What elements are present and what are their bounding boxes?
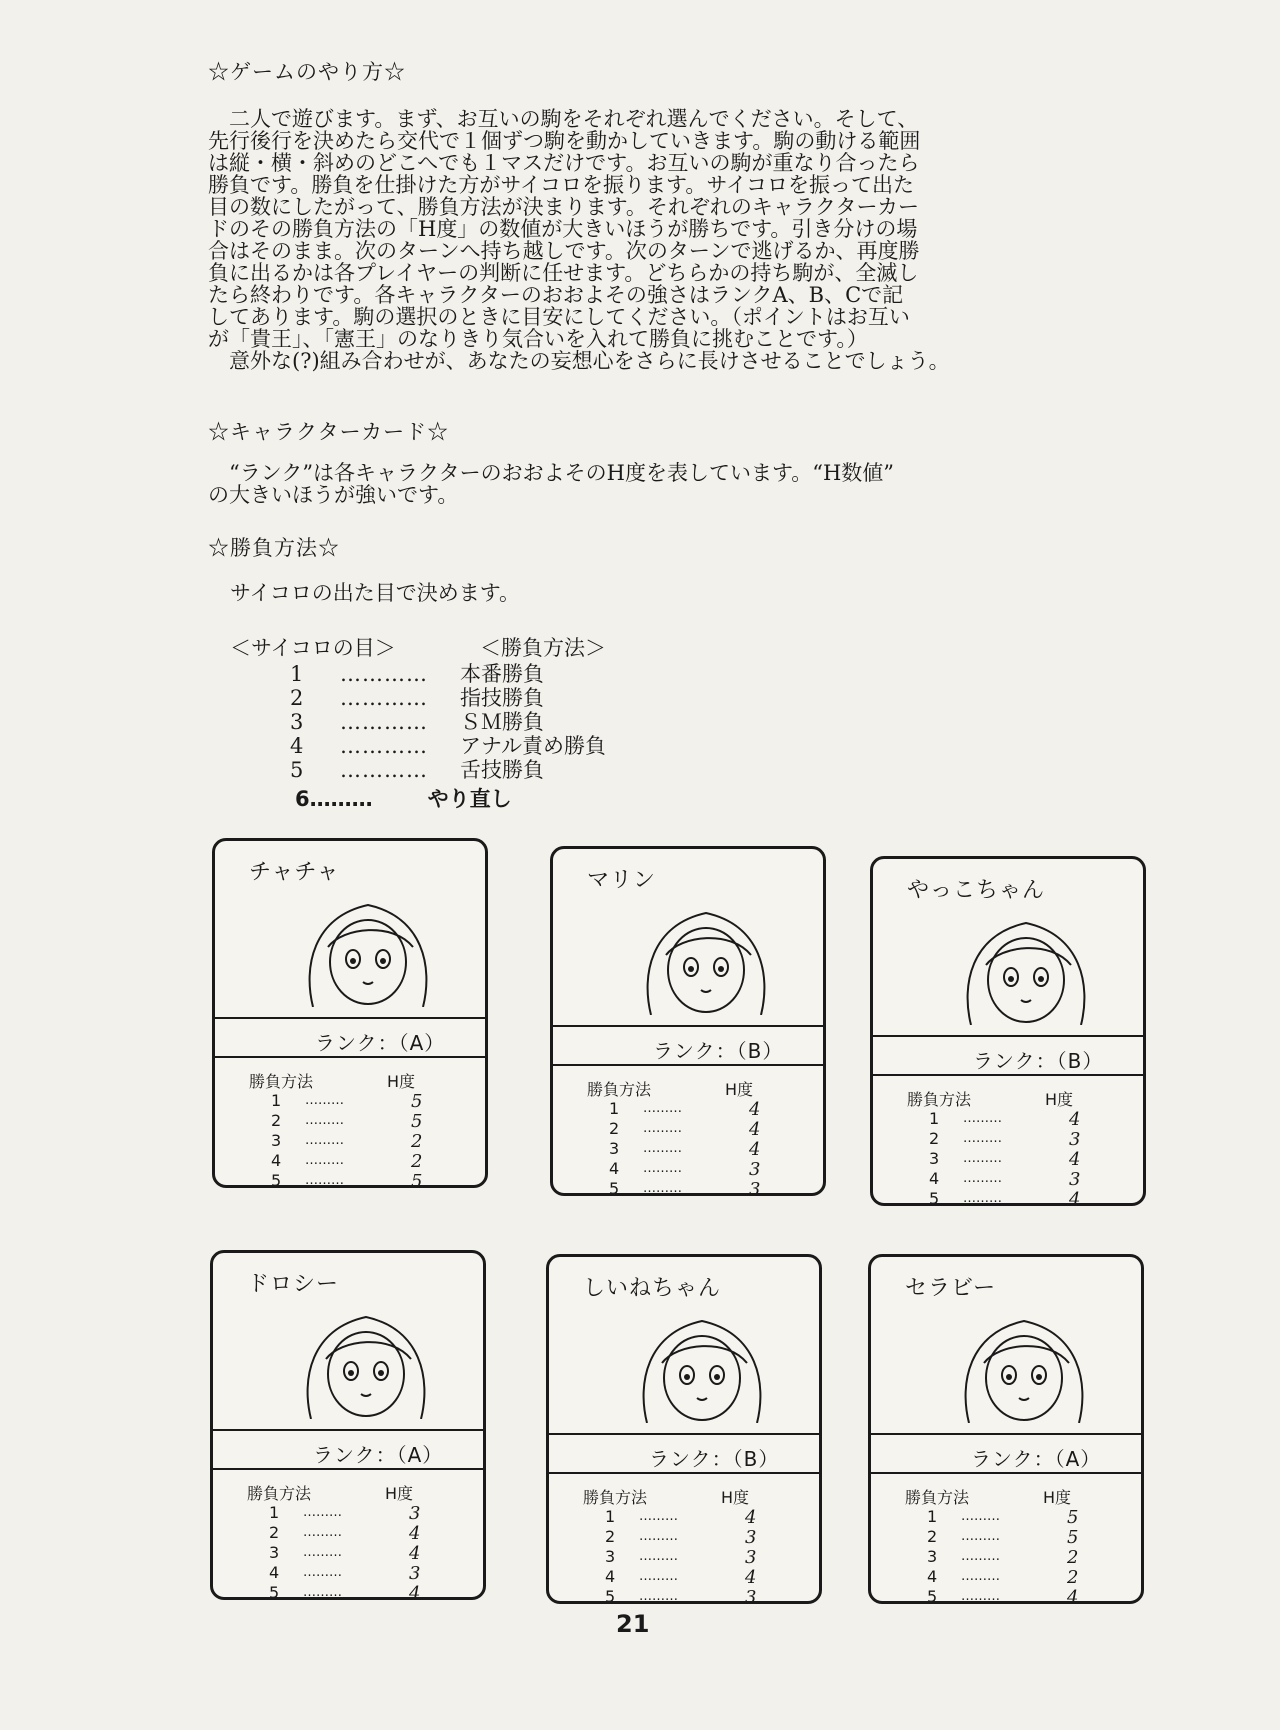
text-line: 二人で遊びます。まず、お互いの駒をそれぞれ選んでください。そして、 bbox=[208, 107, 919, 131]
divider bbox=[873, 1035, 1143, 1037]
text-line: は縦・横・斜めのどこへでも１マスだけです。お互いの駒が重なり合ったら bbox=[208, 151, 920, 175]
h-degree-value: 3 bbox=[409, 1503, 421, 1524]
character-card-text bbox=[208, 462, 1068, 506]
card-row bbox=[269, 1523, 429, 1543]
leader-dots: ……… bbox=[305, 1093, 344, 1108]
h-degree-value: 5 bbox=[1067, 1507, 1079, 1528]
card-table-header bbox=[587, 1077, 807, 1100]
h-degree-value: 4 bbox=[409, 1543, 421, 1564]
character-portrait bbox=[271, 1299, 461, 1419]
card-row bbox=[929, 1129, 1089, 1149]
battle-method: ＳＭ勝負 bbox=[460, 710, 544, 734]
battle-method: やり直し bbox=[427, 787, 512, 811]
card-row bbox=[269, 1503, 429, 1523]
card-row bbox=[609, 1179, 769, 1199]
method-number: 3 bbox=[269, 1543, 280, 1562]
leader-dots: ………… bbox=[340, 734, 428, 758]
leader-dots: ……… bbox=[309, 787, 373, 811]
card-table bbox=[609, 1099, 769, 1199]
h-degree-value: 4 bbox=[1069, 1149, 1081, 1170]
method-number: 2 bbox=[609, 1119, 620, 1138]
leader-dots: ……… bbox=[305, 1113, 344, 1128]
card-row bbox=[927, 1547, 1087, 1567]
h-degree-value: 3 bbox=[745, 1527, 757, 1548]
divider bbox=[215, 1017, 485, 1019]
divider bbox=[549, 1433, 819, 1435]
method-number: 3 bbox=[927, 1547, 938, 1566]
character-card bbox=[550, 846, 826, 1200]
card-row bbox=[609, 1119, 769, 1139]
character-rank: ランク：（A） bbox=[315, 1031, 446, 1055]
leader-dots: ……… bbox=[963, 1111, 1002, 1126]
battle-method: アナル責め勝負 bbox=[460, 734, 606, 758]
h-degree-value: 5 bbox=[1067, 1527, 1079, 1548]
h-degree-value: 3 bbox=[1069, 1169, 1081, 1190]
character-card bbox=[868, 1254, 1144, 1608]
character-rank: ランク：（B） bbox=[653, 1039, 784, 1063]
h-degree-value: 4 bbox=[749, 1099, 761, 1120]
text-line: 負に出るかは各プレイヤーの判断に任せます。どちらかの持ち駒が、全滅し bbox=[208, 261, 919, 285]
character-rank: ランク：（B） bbox=[649, 1447, 780, 1471]
leader-dots: ……… bbox=[303, 1505, 342, 1520]
card-row bbox=[271, 1171, 431, 1191]
method-number: 1 bbox=[609, 1099, 620, 1118]
leader-dots: ……… bbox=[643, 1161, 682, 1176]
divider bbox=[873, 1074, 1143, 1076]
text-line: が「貴王」、「憲王」のなりきり気合いを入れて勝負に挑むことです。） bbox=[208, 327, 868, 351]
h-degree-value: 4 bbox=[409, 1583, 421, 1604]
h-degree-value: 4 bbox=[1069, 1109, 1081, 1130]
h-degree-value: 4 bbox=[749, 1119, 761, 1140]
method-number: 2 bbox=[929, 1129, 940, 1148]
leader-dots: ……… bbox=[303, 1545, 342, 1560]
divider bbox=[871, 1472, 1141, 1474]
battle-method-intro: サイコロの出た目で決めます。 bbox=[230, 581, 521, 605]
card-table-header bbox=[905, 1485, 1125, 1508]
method-column-label: 勝負方法 bbox=[249, 1072, 314, 1091]
h-degree-value: 5 bbox=[411, 1111, 423, 1132]
leader-dots: ……… bbox=[643, 1141, 682, 1156]
dice-number: 2 bbox=[290, 686, 304, 710]
dice-row bbox=[290, 658, 606, 686]
text-line: “ランク”は各キャラクターのおおよそのH度を表しています。“H数値” bbox=[208, 461, 895, 485]
character-card bbox=[210, 1250, 486, 1604]
leader-dots: ……… bbox=[639, 1529, 678, 1544]
h-degree-value: 4 bbox=[1069, 1189, 1081, 1210]
method-number: 4 bbox=[609, 1159, 620, 1178]
h-degree-value: 5 bbox=[411, 1091, 423, 1112]
leader-dots: ………… bbox=[340, 710, 428, 734]
method-number: 3 bbox=[605, 1547, 616, 1566]
character-portrait-illustration bbox=[607, 1303, 797, 1423]
leader-dots: ………… bbox=[340, 662, 428, 686]
leader-dots: ……… bbox=[963, 1171, 1002, 1186]
battle-method-heading: ☆勝負方法☆ bbox=[208, 536, 340, 560]
h-degree-column-label: H度 bbox=[725, 1080, 754, 1099]
card-row bbox=[929, 1169, 1089, 1189]
card-row bbox=[269, 1583, 429, 1603]
leader-dots: ……… bbox=[961, 1569, 1000, 1584]
character-card-heading: ☆キャラクターカード☆ bbox=[208, 420, 450, 444]
character-name: やっこちゃん bbox=[907, 878, 1046, 903]
divider bbox=[213, 1468, 483, 1470]
card-table-header bbox=[583, 1485, 803, 1508]
method-column-label: 勝負方法 bbox=[247, 1484, 312, 1503]
card-row bbox=[927, 1527, 1087, 1547]
method-number: 3 bbox=[271, 1131, 282, 1150]
card-table bbox=[927, 1507, 1087, 1607]
character-portrait-illustration bbox=[611, 895, 801, 1015]
dice-number: 3 bbox=[290, 710, 304, 734]
h-degree-value: 4 bbox=[1067, 1587, 1079, 1608]
character-rank: ランク：（B） bbox=[973, 1049, 1104, 1073]
character-card bbox=[870, 856, 1146, 1210]
card-row bbox=[269, 1563, 429, 1583]
page-number: 21 bbox=[616, 1610, 650, 1638]
dice-column-header: ＜サイコロの目＞ bbox=[230, 636, 396, 660]
leader-dots: ……… bbox=[961, 1509, 1000, 1524]
dice-number: 4 bbox=[290, 734, 304, 758]
h-degree-value: 4 bbox=[745, 1507, 757, 1528]
text-line: 合はそのまま。次のターンへ持ち越しです。次のターンで逃げるか、再度勝 bbox=[208, 239, 920, 263]
card-row bbox=[271, 1151, 431, 1171]
method-number: 5 bbox=[271, 1171, 282, 1190]
method-number: 4 bbox=[929, 1169, 940, 1188]
h-degree-value: 2 bbox=[1067, 1547, 1079, 1568]
dice-table bbox=[290, 658, 606, 782]
h-degree-value: 3 bbox=[749, 1179, 761, 1200]
divider bbox=[213, 1429, 483, 1431]
leader-dots: ……… bbox=[305, 1133, 344, 1148]
method-number: 5 bbox=[927, 1587, 938, 1606]
h-degree-column-label: H度 bbox=[387, 1072, 416, 1091]
character-name: しいねちゃん bbox=[583, 1276, 722, 1301]
leader-dots: ……… bbox=[961, 1529, 1000, 1544]
divider bbox=[871, 1433, 1141, 1435]
card-table bbox=[929, 1109, 1089, 1209]
method-number: 2 bbox=[927, 1527, 938, 1546]
method-number: 5 bbox=[605, 1587, 616, 1606]
method-column-label: 勝負方法 bbox=[583, 1488, 648, 1507]
card-row bbox=[609, 1099, 769, 1119]
how-to-play-text bbox=[208, 108, 1068, 372]
leader-dots: ……… bbox=[643, 1181, 682, 1196]
method-column-label: 勝負方法 bbox=[905, 1488, 970, 1507]
method-number: 1 bbox=[271, 1091, 282, 1110]
leader-dots: ……… bbox=[303, 1525, 342, 1540]
character-portrait-illustration bbox=[273, 887, 463, 1007]
card-row bbox=[929, 1109, 1089, 1129]
character-portrait bbox=[931, 905, 1121, 1025]
text-line: 先行後行を決めたら交代で１個ずつ駒を動かしていきます。駒の動ける範囲 bbox=[208, 129, 921, 153]
h-degree-value: 2 bbox=[411, 1151, 423, 1172]
character-rank: ランク：（A） bbox=[971, 1447, 1102, 1471]
method-number: 5 bbox=[269, 1583, 280, 1602]
leader-dots: ……… bbox=[643, 1121, 682, 1136]
leader-dots: ………… bbox=[340, 758, 428, 782]
card-row bbox=[605, 1567, 765, 1587]
h-degree-value: 3 bbox=[749, 1159, 761, 1180]
leader-dots: ……… bbox=[961, 1549, 1000, 1564]
character-name: セラビー bbox=[905, 1276, 997, 1301]
dice-row-redo bbox=[295, 783, 512, 813]
method-column-label: 勝負方法 bbox=[907, 1090, 972, 1109]
h-degree-value: 2 bbox=[411, 1131, 423, 1152]
method-number: 1 bbox=[605, 1507, 616, 1526]
leader-dots: ……… bbox=[963, 1131, 1002, 1146]
character-portrait bbox=[273, 887, 463, 1007]
method-number: 1 bbox=[929, 1109, 940, 1128]
h-degree-value: 3 bbox=[1069, 1129, 1081, 1150]
h-degree-value: 2 bbox=[1067, 1567, 1079, 1588]
card-table-header bbox=[247, 1481, 467, 1504]
dice-number: 6 bbox=[295, 787, 310, 811]
dice-number: 1 bbox=[290, 662, 304, 686]
character-rank: ランク：（A） bbox=[313, 1443, 444, 1467]
leader-dots: ……… bbox=[963, 1191, 1002, 1206]
card-row bbox=[269, 1543, 429, 1563]
method-number: 3 bbox=[609, 1139, 620, 1158]
card-table bbox=[605, 1507, 765, 1607]
method-number: 1 bbox=[927, 1507, 938, 1526]
card-row bbox=[927, 1587, 1087, 1607]
h-degree-column-label: H度 bbox=[385, 1484, 414, 1503]
card-table bbox=[271, 1091, 431, 1191]
character-portrait-illustration bbox=[271, 1299, 461, 1419]
dice-number: 5 bbox=[290, 758, 304, 782]
h-degree-value: 3 bbox=[745, 1587, 757, 1608]
h-degree-value: 4 bbox=[409, 1523, 421, 1544]
character-portrait bbox=[929, 1303, 1119, 1423]
method-number: 4 bbox=[927, 1567, 938, 1586]
battle-method: 本番勝負 bbox=[460, 662, 544, 686]
leader-dots: ……… bbox=[305, 1173, 344, 1188]
leader-dots: ……… bbox=[303, 1585, 342, 1600]
method-number: 4 bbox=[605, 1567, 616, 1586]
text-line: たら終わりです。各キャラクターのおおよその強さはランクA、B、Cで記 bbox=[208, 283, 904, 307]
battle-method: 舌技勝負 bbox=[460, 758, 544, 782]
leader-dots: ……… bbox=[639, 1509, 678, 1524]
how-to-play-heading: ☆ゲームのやり方☆ bbox=[208, 60, 406, 84]
leader-dots: ……… bbox=[643, 1101, 682, 1116]
card-row bbox=[927, 1567, 1087, 1587]
divider bbox=[553, 1025, 823, 1027]
method-number: 3 bbox=[929, 1149, 940, 1168]
card-row bbox=[271, 1131, 431, 1151]
h-degree-column-label: H度 bbox=[1043, 1488, 1072, 1507]
h-degree-value: 3 bbox=[745, 1547, 757, 1568]
character-card bbox=[212, 838, 488, 1192]
text-line: の大きいほうが強いです。 bbox=[208, 483, 459, 507]
method-number: 5 bbox=[609, 1179, 620, 1198]
leader-dots: ……… bbox=[963, 1151, 1002, 1166]
card-row bbox=[929, 1189, 1089, 1209]
method-number: 2 bbox=[271, 1111, 282, 1130]
text-line: してあります。駒の選択のときに目安にしてください。（ポイントはお互い bbox=[208, 305, 910, 329]
h-degree-column-label: H度 bbox=[721, 1488, 750, 1507]
character-name: ドロシー bbox=[247, 1272, 340, 1297]
character-portrait-illustration bbox=[931, 905, 1121, 1025]
card-row bbox=[605, 1587, 765, 1607]
method-number: 1 bbox=[269, 1503, 280, 1522]
card-row bbox=[609, 1159, 769, 1179]
text-line: 意外な(?)組み合わせが、あなたの妄想心をさらに長けさせることでしょう。 bbox=[208, 349, 950, 373]
h-degree-column-label: H度 bbox=[1045, 1090, 1074, 1109]
leader-dots: ……… bbox=[639, 1549, 678, 1564]
card-table-header bbox=[907, 1087, 1127, 1110]
leader-dots: ………… bbox=[340, 686, 428, 710]
leader-dots: ……… bbox=[303, 1565, 342, 1580]
character-portrait bbox=[611, 895, 801, 1015]
card-row bbox=[605, 1507, 765, 1527]
method-column-label: 勝負方法 bbox=[587, 1080, 652, 1099]
h-degree-value: 3 bbox=[409, 1563, 421, 1584]
character-portrait-illustration bbox=[929, 1303, 1119, 1423]
leader-dots: ……… bbox=[961, 1589, 1000, 1604]
divider bbox=[553, 1064, 823, 1066]
divider bbox=[549, 1472, 819, 1474]
card-row bbox=[605, 1527, 765, 1547]
card-row bbox=[605, 1547, 765, 1567]
character-card bbox=[546, 1254, 822, 1608]
leader-dots: ……… bbox=[639, 1569, 678, 1584]
h-degree-value: 4 bbox=[749, 1139, 761, 1160]
card-row bbox=[271, 1091, 431, 1111]
h-degree-value: 5 bbox=[411, 1171, 423, 1192]
text-line: 勝負です。勝負を仕掛けた方がサイコロを振ります。サイコロを振って出た bbox=[208, 173, 915, 197]
dice-row bbox=[290, 730, 606, 758]
h-degree-value: 4 bbox=[745, 1567, 757, 1588]
leader-dots: ……… bbox=[305, 1153, 344, 1168]
method-number: 2 bbox=[269, 1523, 280, 1542]
card-row bbox=[927, 1507, 1087, 1527]
character-portrait bbox=[607, 1303, 797, 1423]
character-name: チャチャ bbox=[249, 860, 340, 885]
method-column-header: ＜勝負方法＞ bbox=[480, 636, 606, 660]
method-number: 4 bbox=[271, 1151, 282, 1170]
character-name: マリン bbox=[587, 868, 657, 893]
divider bbox=[215, 1056, 485, 1058]
method-number: 2 bbox=[605, 1527, 616, 1546]
leader-dots: ……… bbox=[639, 1589, 678, 1604]
text-line: 目の数にしたがって、勝負方法が決まります。それぞれのキャラクターカー bbox=[208, 195, 920, 219]
text-line: ドのその勝負方法の「H度」の数値が大きいほうが勝ちです。引き分けの場 bbox=[208, 217, 918, 241]
card-row bbox=[609, 1139, 769, 1159]
card-row bbox=[271, 1111, 431, 1131]
method-number: 5 bbox=[929, 1189, 940, 1208]
dice-row bbox=[290, 682, 606, 710]
dice-row bbox=[290, 706, 606, 734]
card-table bbox=[269, 1503, 429, 1603]
battle-method: 指技勝負 bbox=[460, 686, 544, 710]
card-row bbox=[929, 1149, 1089, 1169]
card-table-header bbox=[249, 1069, 469, 1092]
method-number: 4 bbox=[269, 1563, 280, 1582]
